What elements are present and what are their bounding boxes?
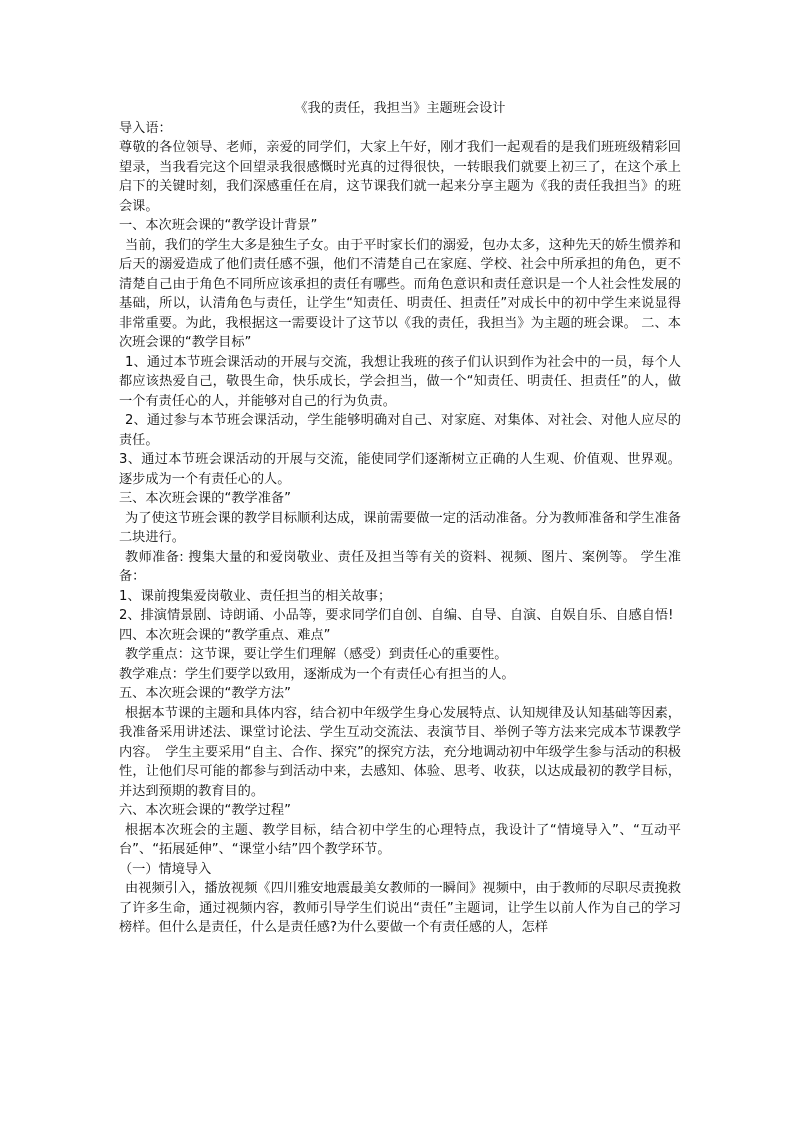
goal-3-paragraph: 3、通过本节班会课活动的开展与交流，能使同学们逐渐树立正确的人生观、价值观、世界观。逐步成为一个有责任心的人。 [119,452,681,487]
section-3-heading: 三、本次班会课的“教学准备” [119,491,291,506]
method-paragraph: 根据本节课的主题和具体内容，结合初中年级学生身心发展特点、认知规律及认知基础等因素，我准备采用讲述法、课堂讨论法、学生互动交流法、表演节目、举例子等方法来完成本节课教学内容。 学生主要采用“自主、合作、探究”的探究方法，充分地调动初中年级学生参与活动的积极性，让他们尽可能的都参与到活动中来，去感知、体验、思考、收获，以达成最初的教学目标，并达到预期的教育目的。 [119,705,681,799]
section-1-heading: 一、本次班会课的“教学设计背景” [119,218,318,233]
section-4-heading: 四、本次班会课的“教学重点、难点” [119,627,331,643]
subsection-1-heading: （一）情境导入 [119,861,212,877]
section-5-heading: 五、本次班会课的“教学方法” [119,686,291,701]
document-page [119,99,681,938]
goal-1-paragraph: 1、通过本节班会课活动的开展与交流，我想让我班的孩子们认识到作为社会中的一员，每个人都应该热爱自己，敬畏生命，快乐成长，学会担当，做一个“知责任、明责任、担责任”的人，做一个有责任心的人，并能够对自己的行为负责。 [119,354,681,409]
process-paragraph: 根据本次班会的主题、教学目标，结合初中学生的心理特点，我设计了“情境导入”、“互动平台”、“拓展延伸”、“课堂小结”四个教学环节。 [119,822,681,857]
difficulty-paragraph: 教学难点：学生们要学以致用，逐渐成为一个有责任心有担当的人。 [119,666,515,682]
goal-2-paragraph: 2、通过参与本节班会课活动，学生能够明确对自己、对家庭、对集体、对社会、对他人应尽的责任。 [119,413,681,448]
preparation-paragraph: 为了使这节班会课的教学目标顺利达成，课前需要做一定的活动准备。分为教师准备和学生准备二块进行。 [119,510,681,545]
student-prep-2: 2、排演情景剧、诗朗诵、小品等，要求同学们自创、自编、自导、自演、自娱自乐、自感自悟! [119,608,674,623]
background-paragraph: 当前，我们的学生大多是独生子女。由于平时家长们的溺爱，包办太多，这种先天的娇生惯养和后天的溺爱造成了他们责任感不强，他们不清楚自己在家庭、学校、社会中所承担的角色，更不清楚自己由于角色不同所应该承担的责任有哪些。而角色意识和责任意识是一个人社会性发展的基础，所以，认清角色与责任，让学生“知责任、明责任、担责任”对成长中的初中学生来说显得非常重要。为此，我根据这一需要设计了这节以《我的责任，我担当》为主题的班会课。 二、本次班会课的“教学目标” [119,237,681,350]
intro-heading: 导入语： [119,120,172,136]
teacher-preparation-paragraph: 教师准备: 搜集大量的和爱岗敬业、责任及担当等有关的资料、视频、图片、案例等。 学生准备： [119,549,681,584]
intro-paragraph: 尊敬的各位领导、老师，亲爱的同学们，大家上午好，刚才我们一起观看的是我们班班级精彩回望录，当我看完这个回望录我很感慨时光真的过得很快，一转眼我们就要上初三了，在这个承上启下的关键时刻，我们深感重任在肩，这节课我们就一起来分享主题为《我的责任我担当》的班会课。 [119,140,681,214]
document-title: 《我的责任，我担当》主题班会设计 [294,101,506,116]
student-prep-1: 1、课前搜集爱岗敬业、责任担当的相关故事； [119,588,392,604]
key-point-paragraph: 教学重点：这节课，要让学生们理解（感受）到责任心的重要性。 [125,647,508,662]
section-6-heading: 六、本次班会课的“教学过程” [119,803,291,818]
situation-paragraph: 由视频引入，播放视频《四川雅安地震最美女教师的一瞬间》视频中，由于教师的尽职尽责挽救了许多生命，通过视频内容，教师引导学生们说出“责任”主题词，让学生以前人作为自己的学习榜样。但什么是责任，什么是责任感?为什么要做一个有责任感的人，怎样 [119,881,681,935]
